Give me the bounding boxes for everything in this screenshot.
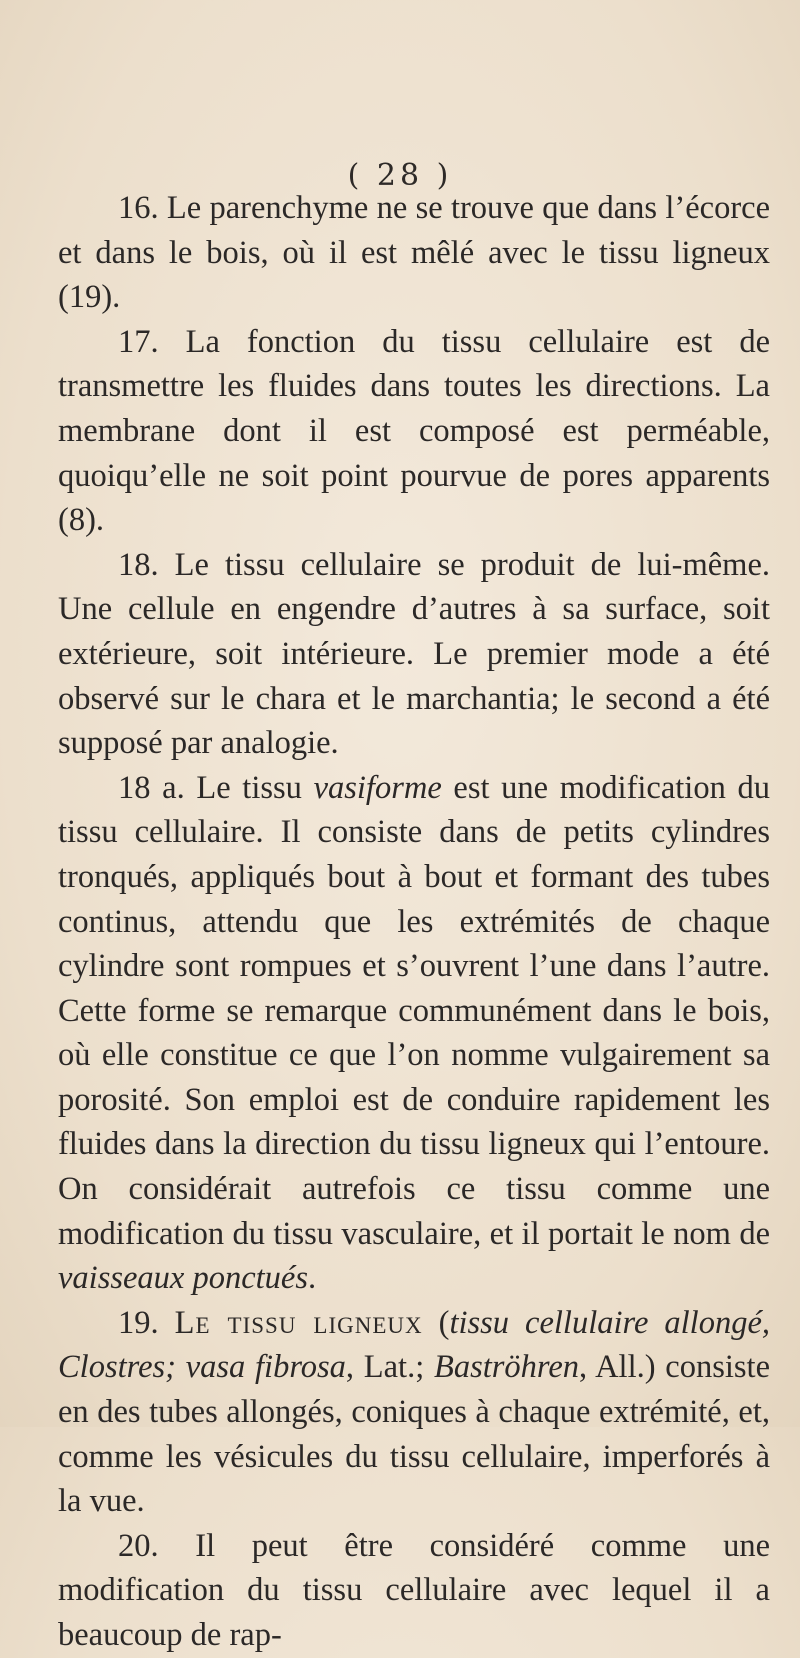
paragraph-20: 20. Il peut être considéré comme une modification du tissu cellulaire avec lequel il a beaucoup de rap- — [58, 1527, 770, 1653]
paragraph-18a-lead: 18 a. Le tissu — [118, 769, 314, 806]
paragraph-19-tail: , All.) consiste en des tubes allongés, coniques à chaque extrémité, et, comme les vésicules du tissu cellulaire, imperforés à la vue. — [58, 1349, 770, 1520]
synonyms-italic: tissu cellulaire allongé, Clostres; vasa fibrosa — [58, 1304, 770, 1386]
paragraph-19-open: ( — [422, 1304, 450, 1341]
paragraph-18a-body: est une modification du tissu cellulaire. Il consiste dans de petits cylindres tronqués, appliqués bout à bout et formant des tubes continus, attendu que les extrémités de chaque cylindre sont rompues et s’ouvrent l’une dans l’autre. Cette forme se remarque communément dans le bois, où elle constitue ce que l’on nomme vulgairement sa porosité. Son emploi est de conduire rapidement les fluides dans la direction du tissu ligneux qui l’entoure. On considérait autrefois ce tissu comme une modification du tissu vasculaire, et il portait le nom de — [58, 769, 770, 1252]
paragraph-18a-tail: . — [308, 1260, 317, 1297]
term-vaisseaux-ponctues: vaisseaux ponctués — [58, 1260, 309, 1297]
paragraph-19-lead: 19. — [118, 1304, 175, 1341]
paragraph-16: 16. Le parenchyme ne se trouve que dans l’écorce et dans le bois, où il est mêlé avec le tissu ligneux (19). — [58, 190, 770, 316]
paragraph-18a — [58, 766, 770, 1301]
body-text — [58, 186, 770, 1658]
paragraph-18: 18. Le tissu cellulaire se produit de lui-même. Une cellule en engendre d’autres à sa surface, soit extérieure, soit intérieure. Le premier mode a été observé sur le chara et le marchantia; le second a été supposé par analogie. — [58, 546, 770, 762]
paragraph-19-mid: , Lat.; — [345, 1349, 434, 1386]
term-vasiforme: vasiforme — [313, 769, 442, 806]
paragraph-19 — [58, 1301, 770, 1524]
paragraph-17: 17. La fonction du tissu cellulaire est de transmettre les fluides dans toutes les directions. La membrane dont il est composé est perméable, quoiqu’elle ne soit point pourvue de pores apparents (8). — [58, 323, 770, 539]
page-number: ( 28 ) — [347, 158, 453, 193]
term-bastrohren: Baströhren — [433, 1349, 580, 1386]
heading-tissu-ligneux: Le tissu ligneux — [174, 1304, 423, 1341]
